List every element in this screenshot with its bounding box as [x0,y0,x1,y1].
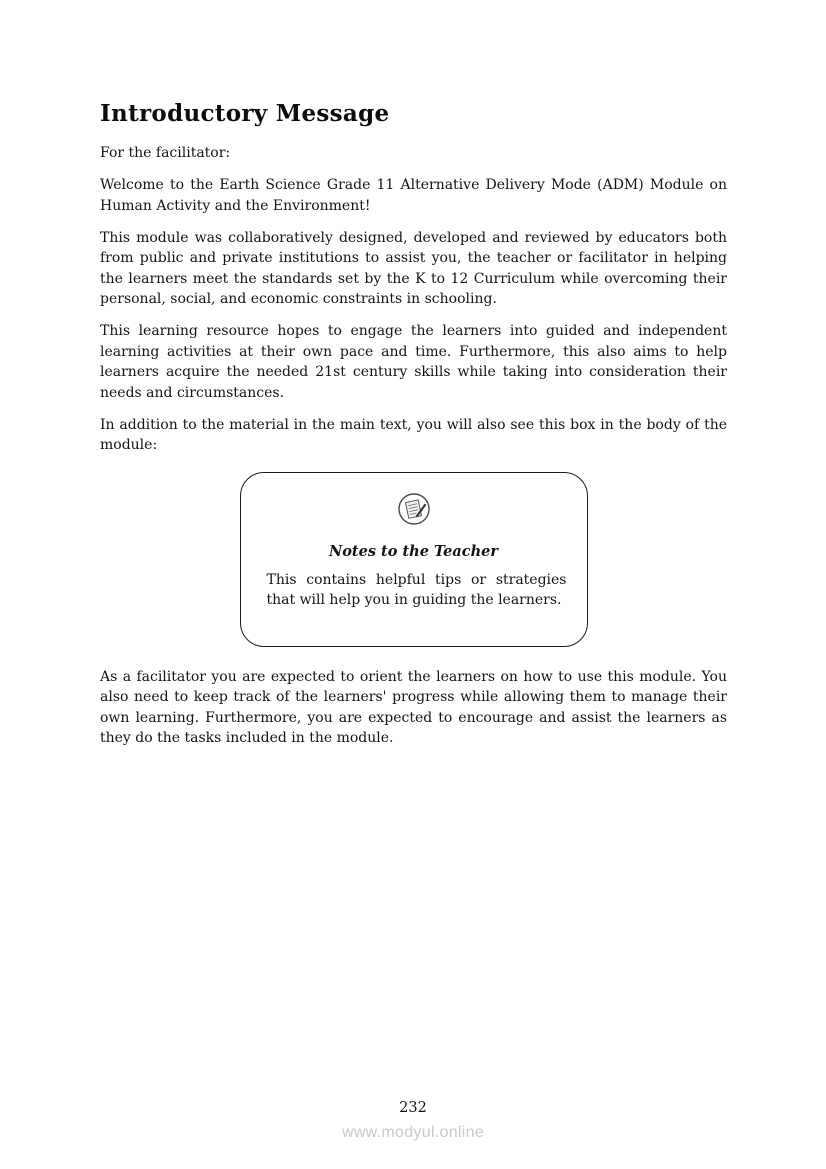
paragraph-facilitator: For the facilitator: [100,145,231,161]
page-number: 232 [399,1100,427,1116]
paragraph-closing: As a facilitator you are expected to orient the learners on how to use this module. You also need to keep track of the learners' progress while allowing them to manage their own learning. Furthermore, you are expected to encourage and assist the learners as they do the tasks included in the module. [100,668,727,746]
paragraph-box-intro: In addition to the material in the main text, you will also see this box in the body of the module: [100,416,727,453]
paragraph-welcome: Welcome to the Earth Science Grade 11 Alternative Delivery Mode (ADM) Module on Human Activity and the Environment! [100,177,727,214]
paragraph-module-design: This module was collaboratively designed, developed and reviewed by educators both from public and private institutions to assist you, the teacher or facilitator in helping the learners meet the standards set by the K to 12 Curriculum while overcoming their personal, social, and economic constraints in schooling. [100,229,727,307]
note-icon-container [261,489,567,533]
note-box-heading: Notes to the Teacher [329,542,498,560]
writing-note-icon [394,514,434,533]
page-title: Introductory Message [100,100,390,127]
paragraph-learning-resource: This learning resource hopes to engage the learners into guided and independent learning activities at their own pace and time. Furthermore, this also aims to help learners acquire the needed 21st century skills while taking into consideration their needs and circumstances. [100,323,727,401]
page-content [100,100,727,760]
watermark-text: www.modyul.online [341,1124,485,1141]
notes-to-teacher-box [240,472,588,647]
note-box-body: This contains helpful tips or strategies that will help you in guiding the learners. [266,571,567,608]
